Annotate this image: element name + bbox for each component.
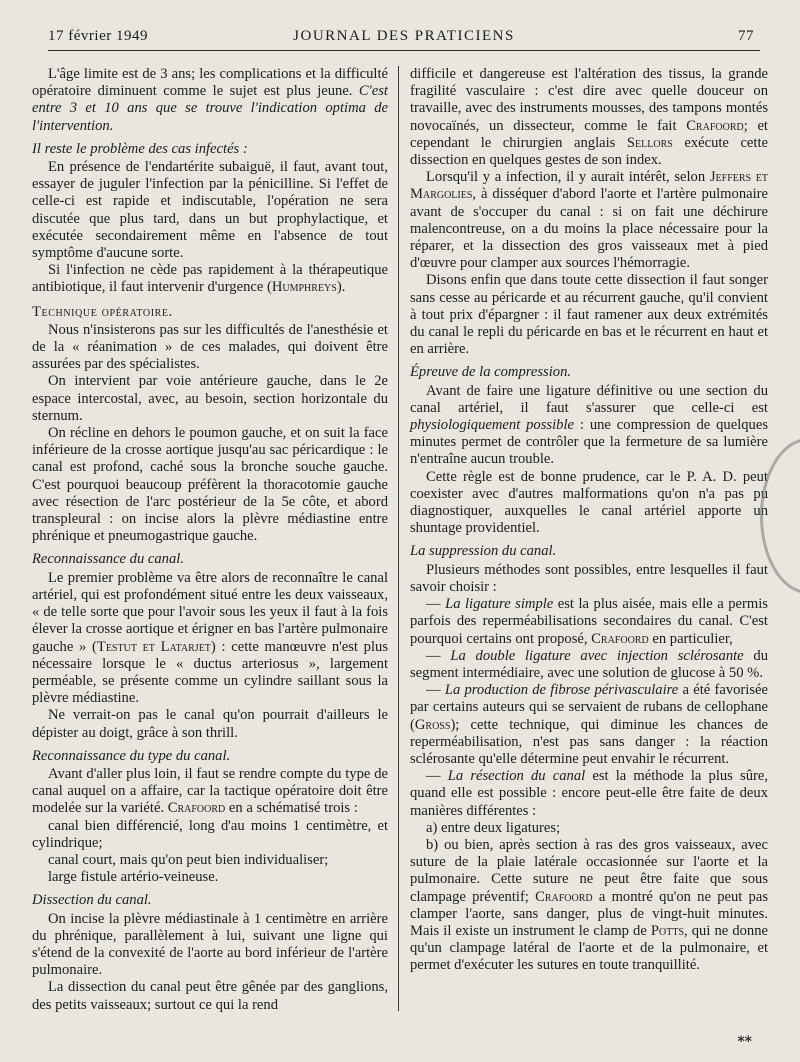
left-column [32,66,388,1014]
page-header [48,22,760,51]
paragraph: En présence de l'endartérite subaiguë, il faut, avant tout, essayer de juguler l'infection par la pénicilline. Si l'effet de celle-ci est rapide et indiscutable, l'opération ne sera discutée que plus tard, dans un but prophylactique, et exécutée secondairement même en l'absence de tout symptôme d'aucune sorte. [32,159,388,262]
footer-stars: ** [737,1034,752,1050]
list-item: b) ou bien, après section à ras des gros vaisseaux, avec suture de la plaie latérale occasionnée sur l'aorte et la pulmonaire. Cette suture ne peut être faite que sous clampage préventif; Crafoord a montré qu'on ne peut pas clamper l'aorte, sans danger, plus de vingt-huit minutes. Mais il existe un instrument le clamp de Potts, qui ne donne qu'un clampage latéral de l'aorte et de la pulmonaire, et permet d'exécuter les sutures en toute tranquillité. [410,836,768,974]
list-item: canal court, mais qu'on peut bien individualiser; [48,851,329,868]
section-heading: Dissection du canal. [32,892,152,909]
paragraph: On intervient par voie antérieure gauche, dans le 2e espace intercostal, avec, au besoin, section horizontale du sternum. [32,373,388,424]
paragraph: On récline en dehors le poumon gauche, et on suit la face inférieure de la crosse aortique jusqu'au sac péricardique : le canal est profond, caché sous la bronche souche gauche. C'est pourquoi beaucoup préfèrent la thoracotomie gauche avec résection de l'arc postérieur de la 5e côte, et abord transpleural : on incise alors la plèvre médiastine entre phrénique et pneumogastrique gauche. [32,425,388,545]
section-heading: Il reste le problème des cas infectés : [32,140,248,157]
page-number: 77 [738,28,754,44]
paragraph: On incise la plèvre médiastinale à 1 centimètre en arrière du phrénique, parallèlement à lui, suivant une ligne qui s'étend de la convexité de l'aorte au bord inférieur de l'artère pulmonaire. [32,910,388,979]
paragraph: La dissection du canal peut être gênée par des ganglions, des petits vaisseaux; surtout ce qui la rend [32,979,388,1013]
list-item: a) entre deux ligatures; [426,819,561,836]
paragraph: Ne verrait-on pas le canal qu'on pourrait d'ailleurs le dépister au doigt, grâce à son thrill. [32,707,388,741]
paragraph: — La ligature simple est la plus aisée, mais elle a permis parfois des reperméabilisations secondaires du canal. C'est pourquoi certains ont proposé, Crafoord en particulier, [410,596,768,647]
list-item: canal bien différencié, long d'au moins 1 centimètre, et cylindrique; [32,817,388,851]
paragraph: — La production de fibrose périvasculaire a été favorisée par certains auteurs qui se servaient de rubans de cellophane (Gross); cette technique, qui diminue les chances de reperméabilisation, n'est pas sans danger : la réaction sclérosante qu'elle détermine peut envahir le récurrent. [410,682,768,767]
column-divider [398,66,399,1011]
paragraph: L'âge limite est de 3 ans; les complications et la difficulté opératoire diminuent comme le sujet est plus jeune. C'est entre 3 et 10 ans que se trouve l'indication optima de l'intervention. [32,66,388,134]
section-heading: Reconnaissance du type du canal. [32,747,231,764]
paragraph: Avant de faire une ligature définitive ou une section du canal artériel, il faut s'assurer que celle-ci est physiologiquement possible : une compression de quelques minutes permet de contrôler que la fermeture de sa lumière n'entraîne aucun trouble. [410,382,768,468]
list-item: large fistule artério-veineuse. [48,869,219,886]
paragraph: Disons enfin que dans toute cette dissection il faut songer sans cesse au péricarde et au récurrent gauche, qu'il convient à tout prix d'épargner : il faut ramener aux deux extrémités du canal le repli du péricarde en bas et le récurrent en haut et en arrière. [410,272,768,358]
section-heading: Épreuve de la compression. [410,364,572,381]
paragraph: Plusieurs méthodes sont possibles, entre lesquelles il faut savoir choisir : [410,561,768,595]
paragraph: Cette règle est de bonne prudence, car le P. A. D. peut coexister avec d'autres malformations qu'on n'a pas pu diagnostiquer, auxquelles le canal artériel apporte un shuntage providentiel. [410,468,768,537]
section-heading: Technique opératoire. [32,303,173,320]
paragraph: — La résection du canal est la méthode la plus sûre, quand elle est possible : encore peut-elle être faite de deux manières différentes : [410,768,768,819]
header-date: 17 février 1949 [48,28,148,44]
section-heading: La suppression du canal. [410,543,557,560]
paragraph: — La double ligature avec injection sclérosante du segment intermédiaire, avec une solution de glucose à 50 %. [410,647,769,681]
paragraph: Nous n'insisterons pas sur les difficultés de l'anesthésie et de la « réanimation » de ces malades, qui doivent être assurées par des spécialistes. [32,321,388,373]
paragraph: Si l'infection ne cède pas rapidement à la thérapeutique antibiotique, il faut intervenir d'urgence (Humphreys). [32,262,388,296]
paragraph: Avant d'aller plus loin, il faut se rendre compte du type de canal auquel on a affaire, car la tactique opératoire doit être modelée sur la variété. Crafoord en a schématisé trois : [32,765,388,817]
section-heading: Reconnaissance du canal. [32,551,184,568]
paragraph: Lorsqu'il y a infection, il y aurait intérêt, selon Jeffers et Margolies, à disséquer d'abord l'aorte et l'artère pulmonaire avant de s'occuper du canal : si on fait une déchirure malencontreuse, on a du moins la place nécessaire pour la réparer, et la dissection des gros vaisseaux met à pied d'œuvre pour clamper aux sources l'hémorragie. [410,169,768,272]
paragraph: Le premier problème va être alors de reconnaître le canal artériel, qui est profondément situé entre les deux vaisseaux, « de telle sorte que pour l'avoir sous les yeux il faut à la fois élever la crosse aortique et érigner en bas l'artère pulmonaire gauche » (Testut et Latarjet) : cette manœuvre n'est plus nécessaire lorsque le « ductus arteriosus », largement perméable, se présente comme un cylindre saillant sous la plèvre médiastine. [32,569,389,707]
right-column [410,66,768,975]
paragraph: difficile et dangereuse est l'altération des tissus, la grande fragilité vasculaire : c'est dire avec quelle douceur on travaille, avec des instruments mousses, des tampons montés novocaïnés, un dissecteur, comme le fait Crafoord; et cependant le chirurgien anglais Sellors exécute cette dissection en quelques gestes de son index. [410,66,768,169]
journal-title: JOURNAL DES PRATICIENS [293,28,515,44]
